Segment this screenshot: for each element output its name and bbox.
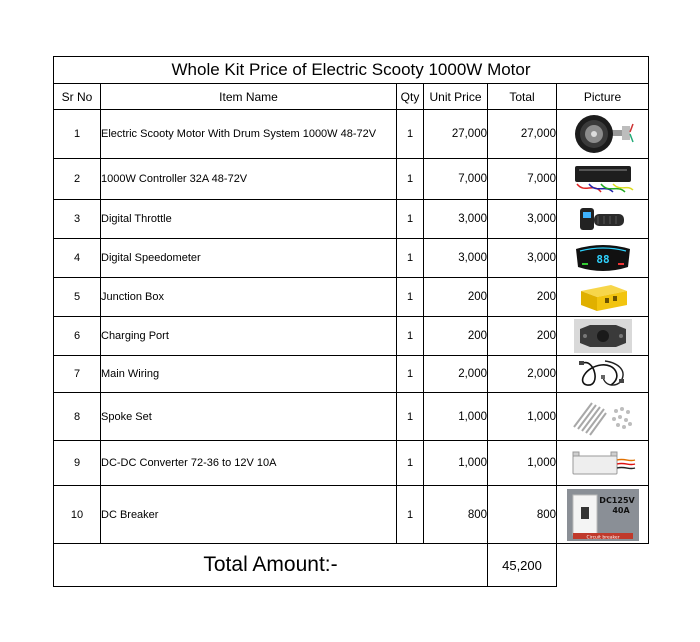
item-name: DC Breaker: [101, 486, 397, 544]
unit-price: 7,000: [424, 159, 488, 200]
table-title: Whole Kit Price of Electric Scooty 1000W Motor: [54, 57, 649, 84]
line-total: 1,000: [488, 441, 557, 486]
unit-price: 3,000: [424, 239, 488, 278]
table-row: [54, 441, 649, 486]
spoke-set-icon: [570, 397, 636, 437]
junction-box-icon: [575, 281, 631, 313]
line-total: 3,000: [488, 200, 557, 239]
qty: 1: [397, 239, 424, 278]
unit-price: 1,000: [424, 441, 488, 486]
breaker-amps: 40A: [611, 505, 630, 515]
picture-cell: [557, 393, 649, 441]
sr-no: 10: [54, 486, 101, 544]
item-name: Main Wiring: [101, 356, 397, 393]
unit-price: 800: [424, 486, 488, 544]
line-total: 800: [488, 486, 557, 544]
unit-price: 1,000: [424, 393, 488, 441]
sr-no: 5: [54, 278, 101, 317]
table-row: [54, 110, 649, 159]
col-header-picture: Picture: [557, 84, 649, 110]
item-name: Junction Box: [101, 278, 397, 317]
col-header-total: Total: [488, 84, 557, 110]
table-row: [54, 393, 649, 441]
table-row: [54, 486, 649, 544]
line-total: 200: [488, 278, 557, 317]
header-row: [54, 84, 649, 110]
picture-cell: [557, 317, 649, 356]
breaker-rating: DC125V: [598, 495, 635, 505]
qty: 1: [397, 356, 424, 393]
speedometer-digits: 88: [595, 253, 610, 266]
controller-icon: [571, 162, 635, 196]
converter-icon: [569, 446, 637, 480]
picture-cell: [557, 441, 649, 486]
qty: 1: [397, 278, 424, 317]
sr-no: 8: [54, 393, 101, 441]
breaker-footer: Circuit breaker: [585, 535, 620, 540]
speedometer-icon: [572, 243, 634, 273]
sr-no: 7: [54, 356, 101, 393]
total-amount-label: Total Amount:-: [54, 544, 488, 587]
qty: 1: [397, 159, 424, 200]
table-row: [54, 278, 649, 317]
unit-price: 2,000: [424, 356, 488, 393]
qty: 1: [397, 486, 424, 544]
qty: 1: [397, 317, 424, 356]
dc-breaker-icon: [567, 489, 639, 541]
qty: 1: [397, 200, 424, 239]
line-total: 3,000: [488, 239, 557, 278]
unit-price: 27,000: [424, 110, 488, 159]
picture-cell: [557, 110, 649, 159]
line-total: 27,000: [488, 110, 557, 159]
table-row: [54, 200, 649, 239]
price-table: [53, 56, 649, 587]
total-blank-cell: [557, 544, 649, 587]
picture-cell: [557, 200, 649, 239]
picture-cell: [557, 356, 649, 393]
table-row: [54, 356, 649, 393]
picture-cell: [557, 486, 649, 544]
col-header-unit-price: Unit Price: [424, 84, 488, 110]
item-name: DC-DC Converter 72-36 to 12V 10A: [101, 441, 397, 486]
item-name: 1000W Controller 32A 48-72V: [101, 159, 397, 200]
picture-cell: [557, 159, 649, 200]
throttle-icon: [578, 202, 628, 236]
unit-price: 200: [424, 317, 488, 356]
sr-no: 6: [54, 317, 101, 356]
line-total: 2,000: [488, 356, 557, 393]
line-total: 7,000: [488, 159, 557, 200]
line-total: 1,000: [488, 393, 557, 441]
sr-no: 9: [54, 441, 101, 486]
sr-no: 1: [54, 110, 101, 159]
picture-cell: [557, 278, 649, 317]
line-total: 200: [488, 317, 557, 356]
sr-no: 2: [54, 159, 101, 200]
charging-port-icon: [574, 319, 632, 353]
item-name: Charging Port: [101, 317, 397, 356]
qty: 1: [397, 441, 424, 486]
unit-price: 3,000: [424, 200, 488, 239]
item-name: Electric Scooty Motor With Drum System 1000W 48-72V: [101, 110, 397, 159]
sr-no: 4: [54, 239, 101, 278]
unit-price: 200: [424, 278, 488, 317]
item-name: Digital Speedometer: [101, 239, 397, 278]
sr-no: 3: [54, 200, 101, 239]
col-header-qty: Qty: [397, 84, 424, 110]
qty: 1: [397, 393, 424, 441]
item-name: Digital Throttle: [101, 200, 397, 239]
total-row: [54, 544, 649, 587]
picture-cell: [557, 239, 649, 278]
price-sheet: [53, 56, 648, 587]
table-row: [54, 317, 649, 356]
table-row: [54, 239, 649, 278]
table-row: [54, 159, 649, 200]
qty: 1: [397, 110, 424, 159]
wiring-icon: [575, 357, 631, 391]
col-header-sr-no: Sr No: [54, 84, 101, 110]
motor-icon: [572, 112, 634, 156]
item-name: Spoke Set: [101, 393, 397, 441]
total-amount-value: 45,200: [488, 544, 557, 587]
col-header-item-name: Item Name: [101, 84, 397, 110]
